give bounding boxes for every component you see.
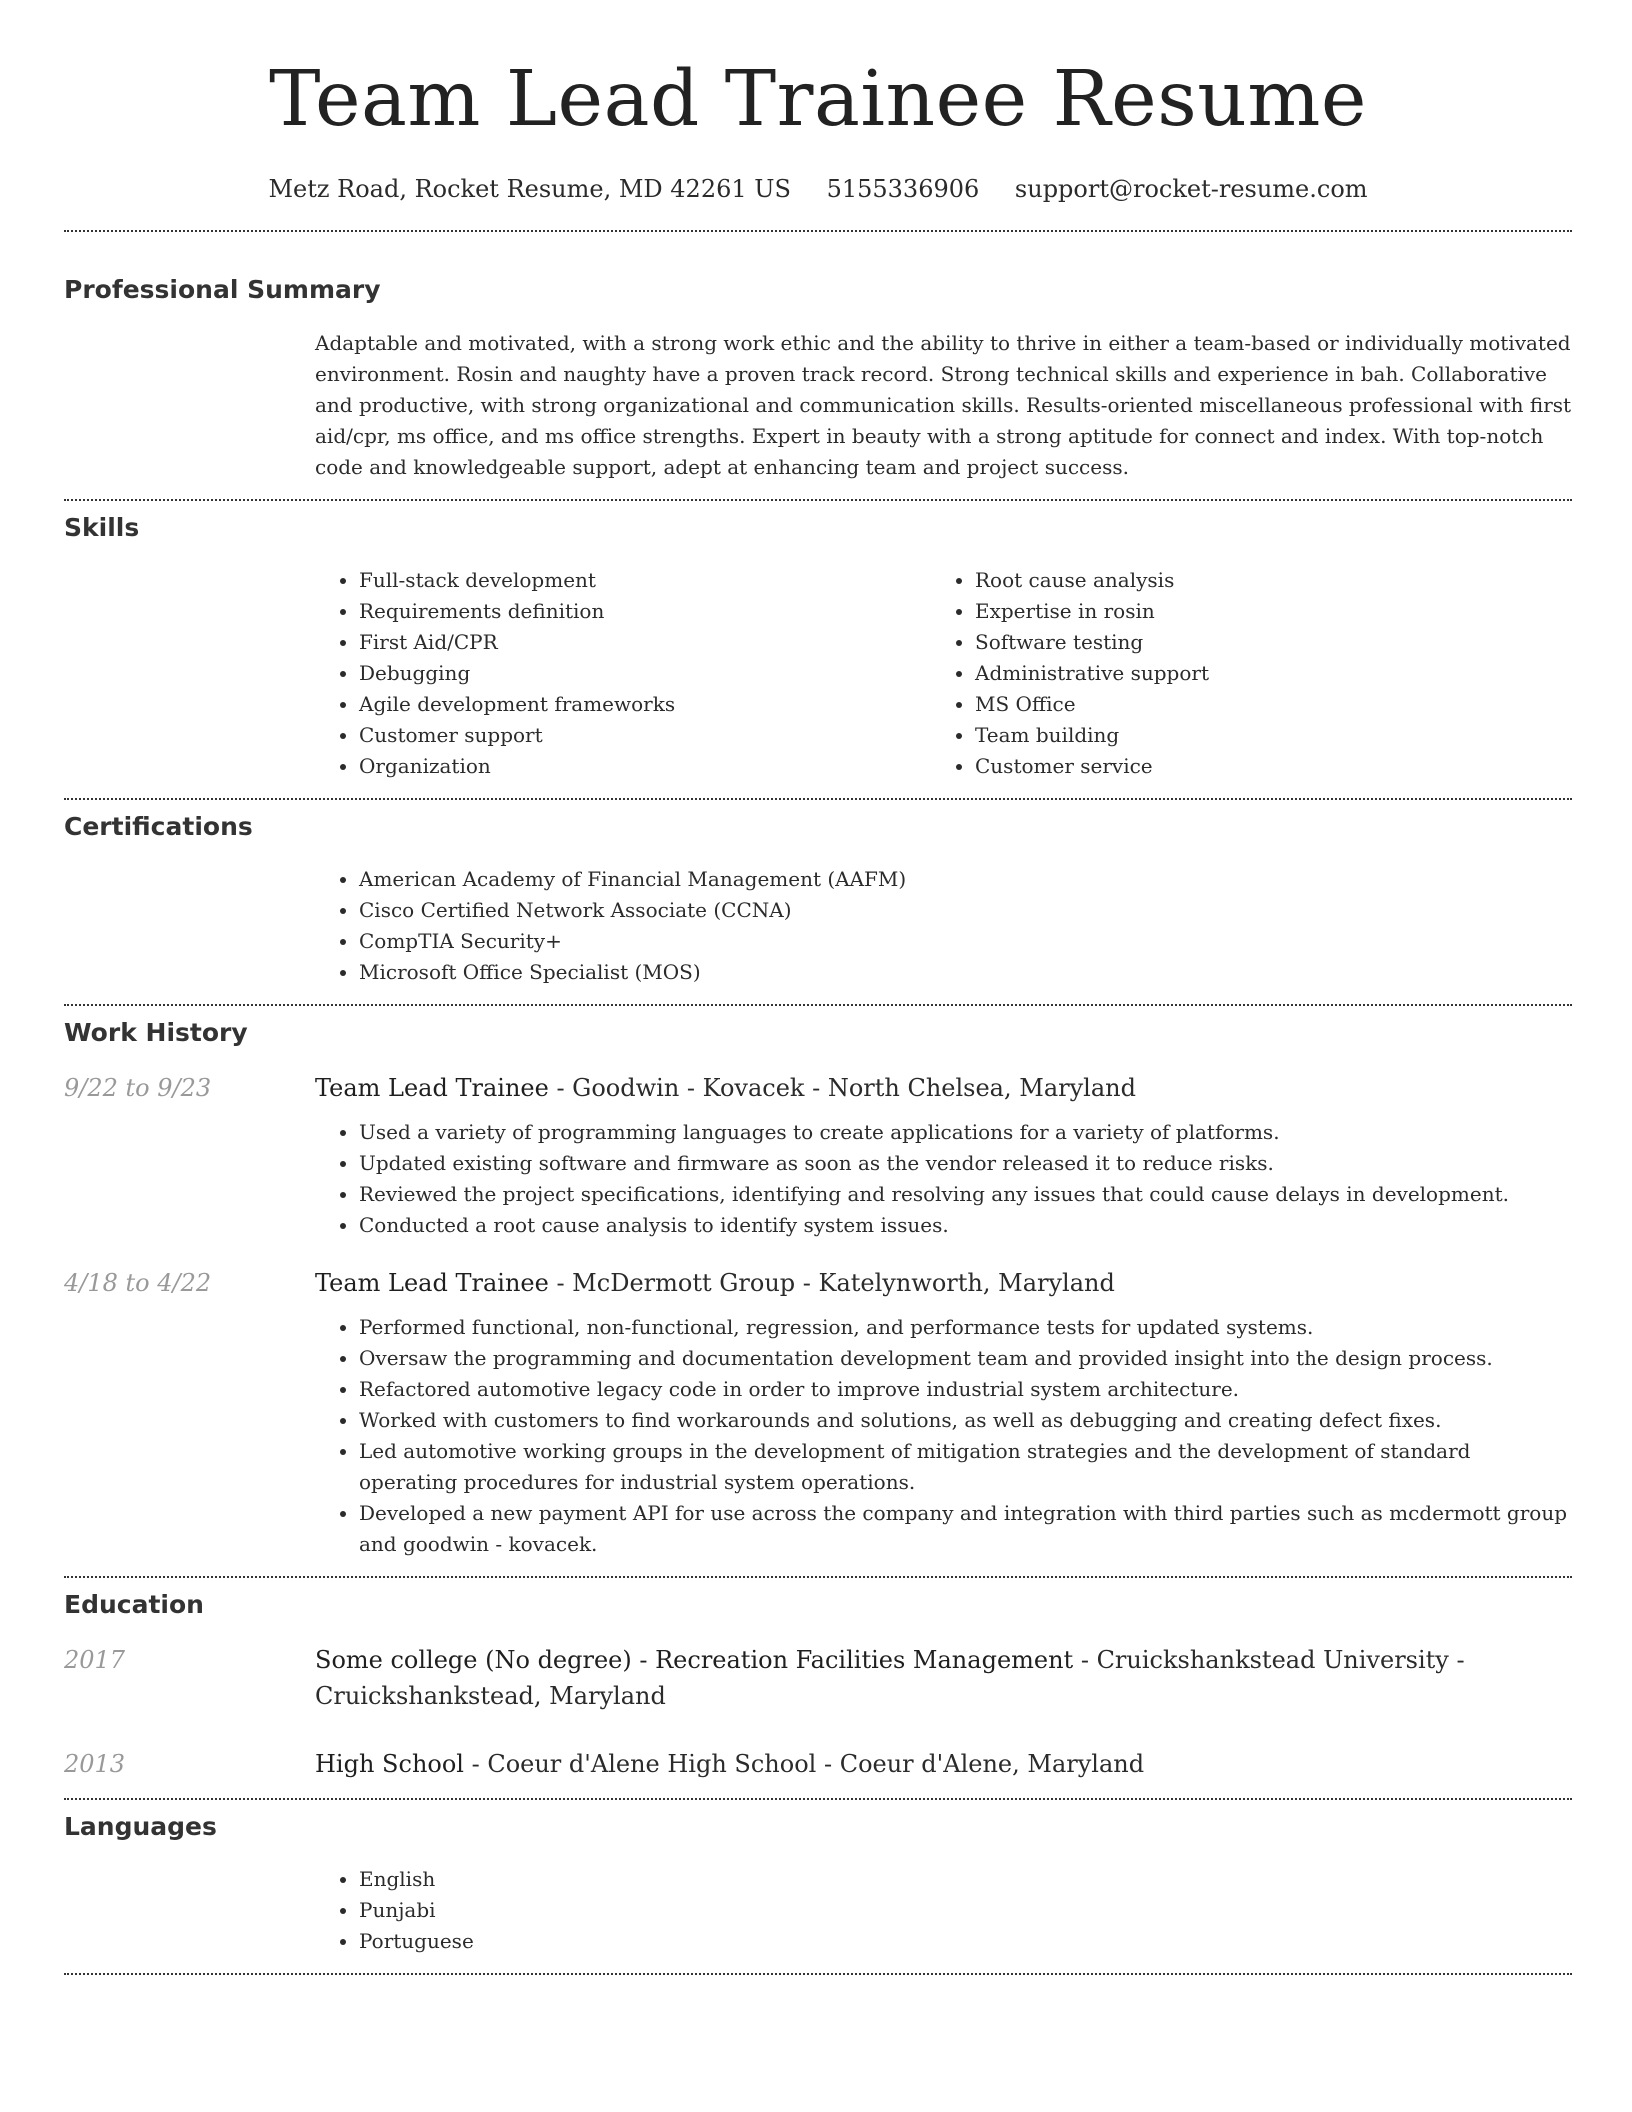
languages-section [64,1810,1572,1957]
page-title: Team Lead Trainee Resume [269,55,1367,144]
job-heading [315,1265,1572,1301]
certifications-list [315,864,1572,988]
education-entry [64,1746,1572,1782]
job-dates: 4/18 to 4/22 [64,1269,212,1297]
skills-list-left [315,565,931,782]
skill-item: • Requirements definition [359,596,931,627]
contact-address: Metz Road, Rocket Resume, MD 42261 US [268,175,791,203]
job-bullet: • Refactored automotive legacy code in order to improve industrial system architecture. [359,1374,1572,1405]
certifications-section [64,810,1572,988]
section-heading-certifications: Certifications [64,812,253,841]
job-bullet: • Worked with customers to find workarounds and solutions, as well as debugging and creating defect fixes. [359,1405,1572,1436]
languages-list [315,1864,1572,1957]
certification-item: • CompTIA Security+ [359,926,1572,957]
education-school: - Cruickshankstead University - Cruickshankstead, Maryland [315,1646,1465,1710]
job-bullets [315,1117,1572,1241]
section-heading-education: Education [64,1590,204,1619]
divider [64,1973,1572,1975]
job-title: Team Lead Trainee [315,1269,549,1297]
divider [64,798,1572,800]
certification-item: • Cisco Certified Network Associate (CCNA) [359,895,1572,926]
education-heading [315,1746,1572,1782]
language-item: • Portuguese [359,1926,1572,1957]
education-section [64,1588,1572,1782]
skill-item: • First Aid/CPR [359,627,931,658]
skill-item: • Full-stack development [359,565,931,596]
work-history-section [64,1016,1572,1560]
job-bullet: • Oversaw the programming and documentation development team and provided insight into the design process. [359,1343,1572,1374]
skill-item: • Debugging [359,658,931,689]
skill-item: • Organization [359,751,931,782]
job-employer: - McDermott Group - Katelynworth, Maryland [548,1269,1115,1297]
contact-phone: 5155336906 [826,175,980,203]
skills-list-right [931,565,1572,782]
job-entry [64,1265,1572,1560]
education-year: 2013 [64,1750,126,1778]
job-bullet: • Reviewed the project specifications, identifying and resolving any issues that could cause delays in development. [359,1179,1572,1210]
contact-line [64,172,1572,206]
section-heading-languages: Languages [64,1812,217,1841]
skill-item: • Team building [975,720,1572,751]
summary-section [64,273,1572,483]
divider [64,1798,1572,1800]
skill-item: • Customer service [975,751,1572,782]
job-dates: 9/22 to 9/23 [64,1074,212,1102]
language-item: • English [359,1864,1572,1895]
job-employer: - Goodwin - Kovacek - North Chelsea, Maryland [548,1074,1136,1102]
job-bullet: • Updated existing software and firmware as soon as the vendor released it to reduce risks. [359,1148,1572,1179]
job-bullet: • Conducted a root cause analysis to identify system issues. [359,1210,1572,1241]
job-bullet: • Used a variety of programming languages to create applications for a variety of platforms. [359,1117,1572,1148]
skill-item: • MS Office [975,689,1572,720]
job-bullets [315,1312,1572,1560]
skill-item: • Software testing [975,627,1572,658]
skill-item: • Agile development frameworks [359,689,931,720]
divider [64,230,1572,232]
section-heading-summary: Professional Summary [64,275,381,304]
education-degree: High School [315,1750,464,1778]
language-item: • Punjabi [359,1895,1572,1926]
section-heading-skills: Skills [64,513,140,542]
skill-item: • Administrative support [975,658,1572,689]
skill-item: • Expertise in rosin [975,596,1572,627]
certification-item: • American Academy of Financial Management (AAFM) [359,864,1572,895]
job-bullet: • Developed a new payment API for use across the company and integration with third parties such as mcdermott group and goodwin - kovacek. [359,1498,1572,1560]
skill-item: • Customer support [359,720,931,751]
certification-item: • Microsoft Office Specialist (MOS) [359,957,1572,988]
skill-item: • Root cause analysis [975,565,1572,596]
job-heading [315,1070,1572,1106]
education-degree: Some college (No degree) - Recreation Facilities Management [315,1646,1074,1674]
divider [64,1004,1572,1006]
education-entry [64,1642,1572,1714]
job-entry [64,1070,1572,1241]
education-heading [315,1642,1572,1714]
divider [64,499,1572,501]
education-year: 2017 [64,1646,126,1674]
contact-email[interactable]: support@rocket-resume.com [1014,175,1368,203]
divider [64,1576,1572,1578]
education-school: - Coeur d'Alene High School - Coeur d'Alene, Maryland [463,1750,1145,1778]
job-bullet: • Performed functional, non-functional, regression, and performance tests for updated systems. [359,1312,1572,1343]
job-bullet: • Led automotive working groups in the development of mitigation strategies and the development of standard operating procedures for industrial system operations. [359,1436,1572,1498]
summary-text: Adaptable and motivated, with a strong work ethic and the ability to thrive in either a team-based or individually motivated environment. Rosin and naughty have a proven track record. Strong technical skills and experience in bah. Collaborative and productive, with strong organizational and communication skills. Results-oriented miscellaneous professional with first aid/cpr, ms office, and ms office strengths. Expert in beauty with a strong aptitude for connect and index. With top-notch code and knowledgeable support, adept at enhancing team and project success. [315,331,1572,479]
section-heading-work: Work History [64,1018,248,1047]
job-title: Team Lead Trainee [315,1074,549,1102]
skills-section [64,511,1572,782]
